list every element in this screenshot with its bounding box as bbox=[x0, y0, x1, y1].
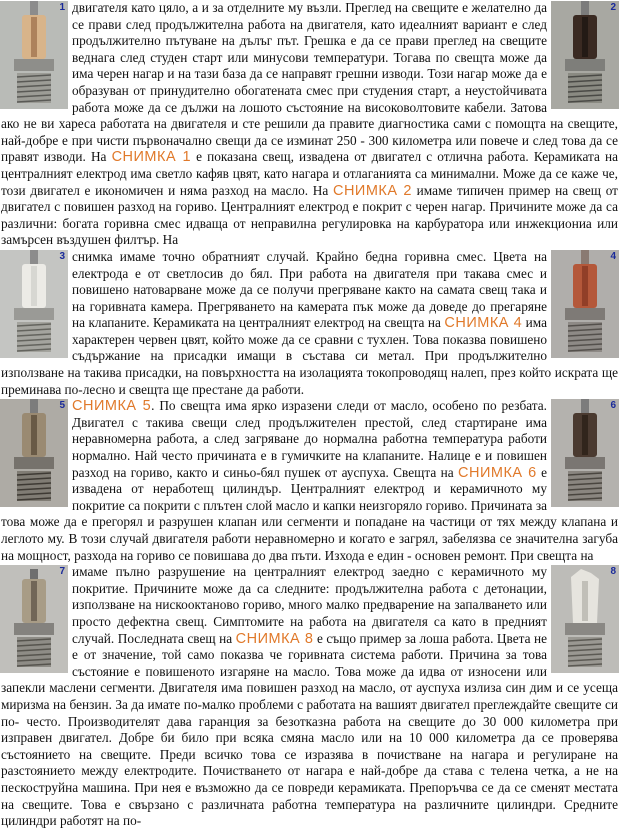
figure-reference: СНИМКА 2 bbox=[332, 182, 412, 199]
figure-reference: СНИМКА 5 bbox=[72, 398, 152, 415]
figure-number: 7 bbox=[59, 566, 65, 578]
text-fragment: е показана свещ, извадена от двигател с отлична работа. Керамиката на централният електрод има светло кафяв цвят, като нагара и отлаганията са минимални. Може да се каже че, този двигател е икономичен и няма разход на масло. На bbox=[1, 149, 619, 198]
figure-5 bbox=[0, 399, 68, 507]
figure-number: 4 bbox=[610, 250, 616, 262]
spark-plug-icon bbox=[551, 1, 619, 109]
spark-plug-icon bbox=[551, 399, 619, 507]
figure-number: 8 bbox=[610, 566, 616, 578]
figure-6 bbox=[551, 399, 619, 507]
figure-number: 1 bbox=[59, 2, 65, 13]
spark-plug-icon bbox=[0, 565, 68, 673]
spark-plug-icon bbox=[551, 250, 619, 358]
article-paragraph-4 bbox=[0, 564, 619, 830]
figure-3 bbox=[0, 250, 68, 358]
text-fragment: двигателя като цяло, а и за отделните му възли. Преглед на свещите е желателно да се прави след продължителна работа на двигателя, като идеалният вариант е след продължително пътуване на дълъг път. Грешка е да се прави преглед на свещите веднага след студен старт или минусови температури. Тогава по свещта може да има черен нагар и на тази база да се направят грешни изводи. Този нагар може да е образуван от принудително обогатената смес при студения старт, а неустойчивата работа може да се дължи на лошото състояние на високоволтовите кабели. Затова ако не ви хареса работата на двигателя и сте решили да правите диагностика сами с помощта на свещите, най-добре е при чисти първоначално свещи да се изминат 250 - 300 километра или повече и след това да се правят изводи. На bbox=[1, 0, 618, 165]
spark-plug-icon bbox=[0, 250, 68, 358]
figure-number: 3 bbox=[59, 250, 65, 262]
article-paragraph-1 bbox=[0, 0, 619, 249]
figure-reference: СНИМКА 8 bbox=[235, 630, 314, 647]
figure-1 bbox=[0, 1, 68, 109]
text-fragment: има характерен червен цвят, който може да се сравни с тухлен. Това показва повишено съдържание на присадки имащи в състава си метал. При продължително използване на такива присадки, на повърхността на изолацията токопроводящ налеп, през който искрата ще преминава по-лесно и свещта ще престане да работи. bbox=[1, 315, 618, 397]
figure-number: 5 bbox=[59, 400, 65, 412]
figure-8 bbox=[551, 565, 619, 673]
article-paragraph-3 bbox=[0, 398, 619, 564]
text-fragment: имаме типичен пример на свещ от двигател с повишен разход на гориво. Централният електрод е покрит с черен нагар. Причините може да са различни: богата горивна смес идваща от неправилна регулировка на карбуратора или инжекциониа или замърсен въздушен филтър. На bbox=[1, 182, 618, 248]
figure-2 bbox=[551, 1, 619, 109]
spark-plug-icon bbox=[0, 399, 68, 507]
text-fragment: имаме пълно разрушение на централният електрод заедно с керамичното му покритие. Причините може да са следните: продължителна работа с детонации, използване на нискооктаново гориво, много малко предварение на запалването или просто дефектна свещ. Симптомите на работа на двигателя са като в предният случай. Последната свещ на bbox=[72, 564, 547, 646]
figure-7 bbox=[0, 565, 68, 673]
figure-reference: СНИМКА 6 bbox=[458, 464, 537, 481]
text-fragment: е също пример за лоша работа. Цвета не е от значение, той само показва че горивната система работи. Причина за това състояние е повишеното изгаряне на масло. Това може да идва от износени или запекли маслени сегменти. Двигателя има повишен разход на масло, от ауспуха излиза син дим и се усеща миризма на бензин. За да имате по-малко проблеми с работата на вашият двигател преглеждайте свещите си по- често. Производителят дава гаранция за безотказна работа на свещите до 30 000 километра при изправен двигател. Добре би било при всяка смяна масло или на 10 000 километра да се проверява състоянието на свещите. Преди всичко това се изразява в почистване на нагара и регулиране на разстоянието между електродите. Почистването от нагара е най-добре да става с телена четка, а не на пескоструйна машина. При нея е възможно да се повреди керамиката. Препоръчва се да се сменят местата на свещите. Това е свързано с различната работна температура на различните цилиндри. Средните цилиндри работят на по- bbox=[1, 630, 618, 829]
figure-4 bbox=[551, 250, 619, 358]
figure-reference: СНИМКА 1 bbox=[111, 149, 192, 166]
figure-reference: СНИМКА 4 bbox=[444, 315, 523, 332]
figure-number: 6 bbox=[610, 400, 616, 412]
text-fragment: . По свещта има ярко изразени следи от масло, особено по резбата. Двигател с такива свещи след продължителен престой, след стартиране има неравномерна работа, а след загряване до нормална работна температура работи нормално. Най често причината е в гумичките на клапаните. Налице е и повишен разход на гориво, както и синьо-бял пушек от ауспуха. Свещта на bbox=[72, 398, 548, 480]
text-fragment: е извадена от неработещ цилиндър. Централният електрод и керамичното му покритие са покрити с плътен слой масло и капки неизгоряло гориво. Причината за това може да е прегорял и разрушен клапан или сегменти и попадане на частици от тях между клапана и леглото му. В този случай двигателя работи неравномерно и когато е загрял, забелязва се значителна загуба на мощност, разхода на гориво се повишава до два пъти. Изхода е един - основен ремонт. При свещта на bbox=[1, 464, 618, 563]
article-paragraph-2 bbox=[0, 249, 619, 398]
spark-plug-icon bbox=[0, 1, 68, 109]
text-fragment: снимка имаме точно обратният случай. Крайно бедна горивна смес. Цвета на електрода е от светлосив до бял. При работа на двигателя при такава смес и повишено натоварване може да се получи прегряване както на самата свещ така и на горивната камера. Прегряването на камерата пък може да доведе до прегаряне на клапаните. Керамиката на централният електрод на свещта на bbox=[72, 248, 547, 331]
spark-plug-icon bbox=[551, 565, 619, 673]
figure-number: 2 bbox=[610, 2, 616, 13]
